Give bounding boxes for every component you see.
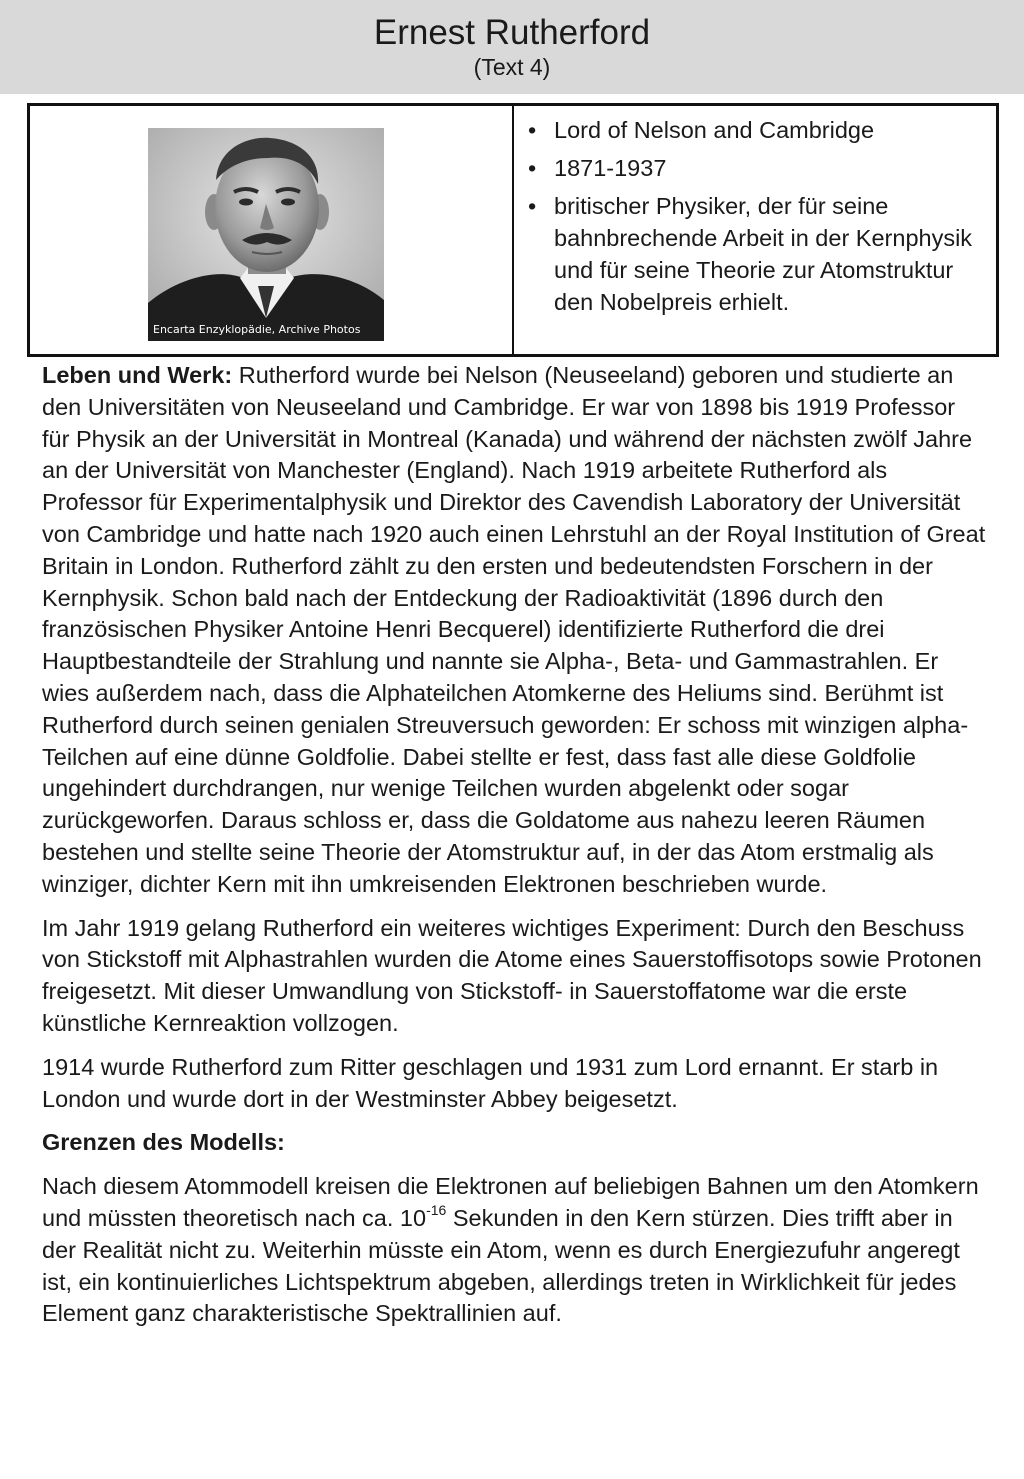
fact-text: britischer Physiker, der für seine bahnbrechende Arbeit in der Kernphysik und für seine Theorie zur Atomstruktur den Nobelpreis erhielt. [554, 193, 973, 315]
fact-item [526, 114, 996, 146]
experiment-paragraph: Im Jahr 1919 gelang Rutherford ein weiteres wichtiges Experiment: Durch den Beschuss von Stickstoff mit Alphastrahlen wurden die Atome eines Sauerstoffisotops sowie Protonen freigesetzt. Mit dieser Umwandlung von Stickstoff- in Sauerstoffatome war die erste künstliche Kernreaktion vollzogen. [42, 914, 982, 1036]
page-header [0, 0, 1024, 94]
facts-list [514, 106, 996, 318]
leben-heading: Leben und Werk: [42, 362, 233, 388]
grenzen-text-2: Sekunden in den Kern stürzen. Dies trifft aber in der Realität nicht zu. Weiterhin müsste ein Atom, wenn es durch Energiezufuhr angeregt ist, ein kontinuierliches Lichtspektrum abgeben, allerdings treten in Wirklichkeit für jedes Element ganz charakteristische Spektrallinien auf. [42, 1204, 960, 1327]
grenzen-exponent: -16 [426, 1202, 447, 1219]
portrait-photo [148, 128, 384, 341]
bullet-icon: • [528, 193, 537, 219]
fact-text: 1871-1937 [554, 155, 667, 181]
bullet-icon: • [528, 155, 537, 181]
ritter-paragraph: 1914 wurde Rutherford zum Ritter geschlagen und 1931 zum Lord ernannt. Er starb in London und wurde dort in der Westminster Abbey beigesetzt. [42, 1053, 939, 1112]
grenzen-text-1: Nach diesem Atommodell kreisen die Elektronen auf beliebigen Bahnen um den Atomkern und müssten theoretisch nach ca. 10 [42, 1173, 979, 1231]
page-subtitle: (Text 4) [473, 54, 551, 80]
portrait-cell [30, 106, 514, 354]
info-box [27, 103, 999, 357]
photo-credit: Encarta Enzyklopädie, Archive Photos [153, 323, 361, 336]
body-content [42, 360, 987, 1342]
grenzen-heading-text: Grenzen des Modells: [42, 1129, 285, 1156]
leben-text: Rutherford wurde bei Nelson (Neuseeland) geboren und studierte an den Universitäten von Neuseeland und Cambridge. Er war von 1898 bis 1919 Professor für Physik an der Universität in Montreal (Kanada) und während der nächsten zwölf Jahre an der Universität von Manchester (England). Nach 1919 arbeitete Rutherford als Professor für Experimentalphysik und Direktor des Cavendish Laboratory der Universität von Cambridge und hatte nach 1920 auch einen Lehrstuhl an der Royal Institution of Great Britain in London. Rutherford zählt zu den ersten und bedeutendsten Forschern in der Kernphysik. Schon bald nach der Entdeckung der Radioaktivität (1896 durch den französischen Physiker Antoine Henri Becquerel) identifizierte Rutherford die drei Hauptbestandteile der Strahlung und nannte sie Alpha-, Beta- und Gammastrahlen. Er wies außerdem nach, dass die Alphateilchen Atomkerne des Heliums sind. Berühmt ist Rutherford durch seinen genialen Streuversuch geworden: Er schoss mit winzigen alpha-Teilchen auf eine dünne Goldfolie. Dabei stellte er fest, dass fast alle diese Goldfolie ungehindert durchdrangen, nur wenige Teilchen wurden abgelenkt oder sogar zurückgeworfen. Daraus schloss er, dass die Goldatome aus nahezu leeren Räumen bestehen und stellte seine Theorie der Atomstruktur auf, in der das Atom erstmalig als winziger, dichter Kern mit ihn umkreisenden Elektronen beschrieben wurde. [42, 362, 986, 897]
page-title: Ernest Rutherford [373, 13, 651, 52]
facts-cell [514, 106, 996, 354]
fact-text: Lord of Nelson and Cambridge [554, 117, 875, 143]
grenzen-heading [42, 1127, 987, 1159]
bullet-icon: • [528, 117, 537, 143]
grenzen-paragraph [42, 1171, 987, 1330]
portrait-image [148, 128, 384, 341]
fact-item [526, 190, 996, 318]
fact-item [526, 152, 996, 184]
leben-paragraph [42, 360, 987, 901]
